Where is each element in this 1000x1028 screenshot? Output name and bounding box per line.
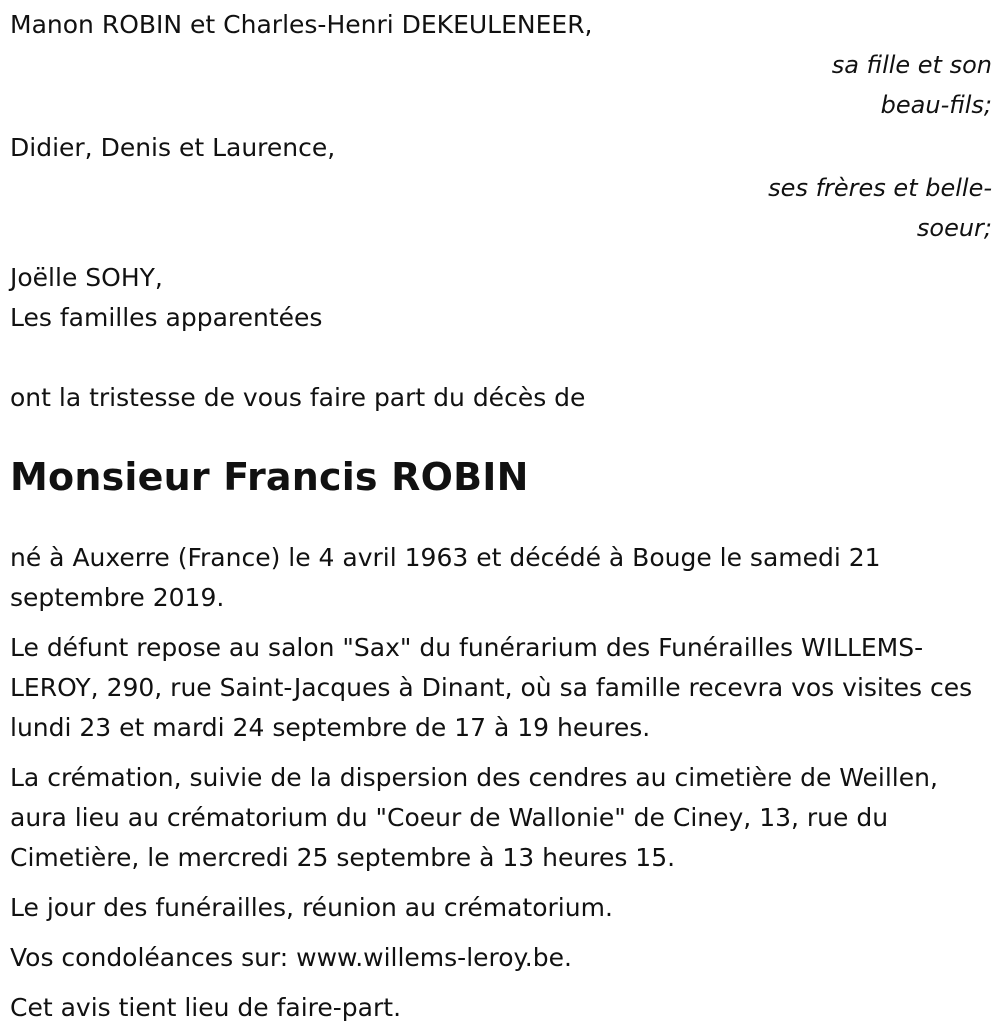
birth-death-paragraph: né à Auxerre (France) le 4 avril 1963 et décédé à Bouge le samedi 21 septembre 2019. — [10, 543, 881, 612]
family-member-brothers — [10, 125, 992, 248]
announcement-intro: ont la tristesse de vous faire part du décès de — [10, 383, 586, 412]
family-relation-line: soeur; — [916, 214, 992, 242]
other-relatives — [10, 258, 992, 338]
funeral-home-paragraph: Le défunt repose au salon "Sax" du funérarium des Funérailles WILLEMS-LEROY, 290, rue Saint-Jacques à Dinant, où sa famille recevra vos visites ces lundi 23 et mardi 24 septembre de 17 à 19 heures. — [10, 633, 973, 742]
relative-line: Les familles apparentées — [10, 303, 323, 332]
meeting-paragraph: Le jour des funérailles, réunion au crématorium. — [10, 893, 613, 922]
relative-line: Joëlle SOHY, — [10, 263, 163, 292]
family-relation-line: beau-fils; — [880, 91, 992, 119]
cremation-paragraph: La crémation, suivie de la dispersion des cendres au cimetière de Weillen, aura lieu au crématorium du "Coeur de Wallonie" de Ciney, 13, rue du Cimetière, le mercredi 25 septembre à 13 heures 15. — [10, 763, 938, 872]
family-member-name: Didier, Denis et Laurence, — [10, 133, 336, 162]
family-relation-line: ses frères et belle- — [768, 174, 992, 202]
family-member-daughter — [10, 0, 992, 125]
obituary-notice — [10, 0, 992, 1028]
deceased-name: Monsieur Francis ROBIN — [10, 455, 529, 499]
family-member-name: Manon ROBIN et Charles-Henri DEKEULENEER, — [10, 10, 593, 39]
family-relation-line: sa fille et son — [831, 51, 992, 79]
notice-paragraph: Cet avis tient lieu de faire-part. — [10, 993, 402, 1022]
condolences-paragraph: Vos condoléances sur: www.willems-leroy.be. — [10, 943, 572, 972]
